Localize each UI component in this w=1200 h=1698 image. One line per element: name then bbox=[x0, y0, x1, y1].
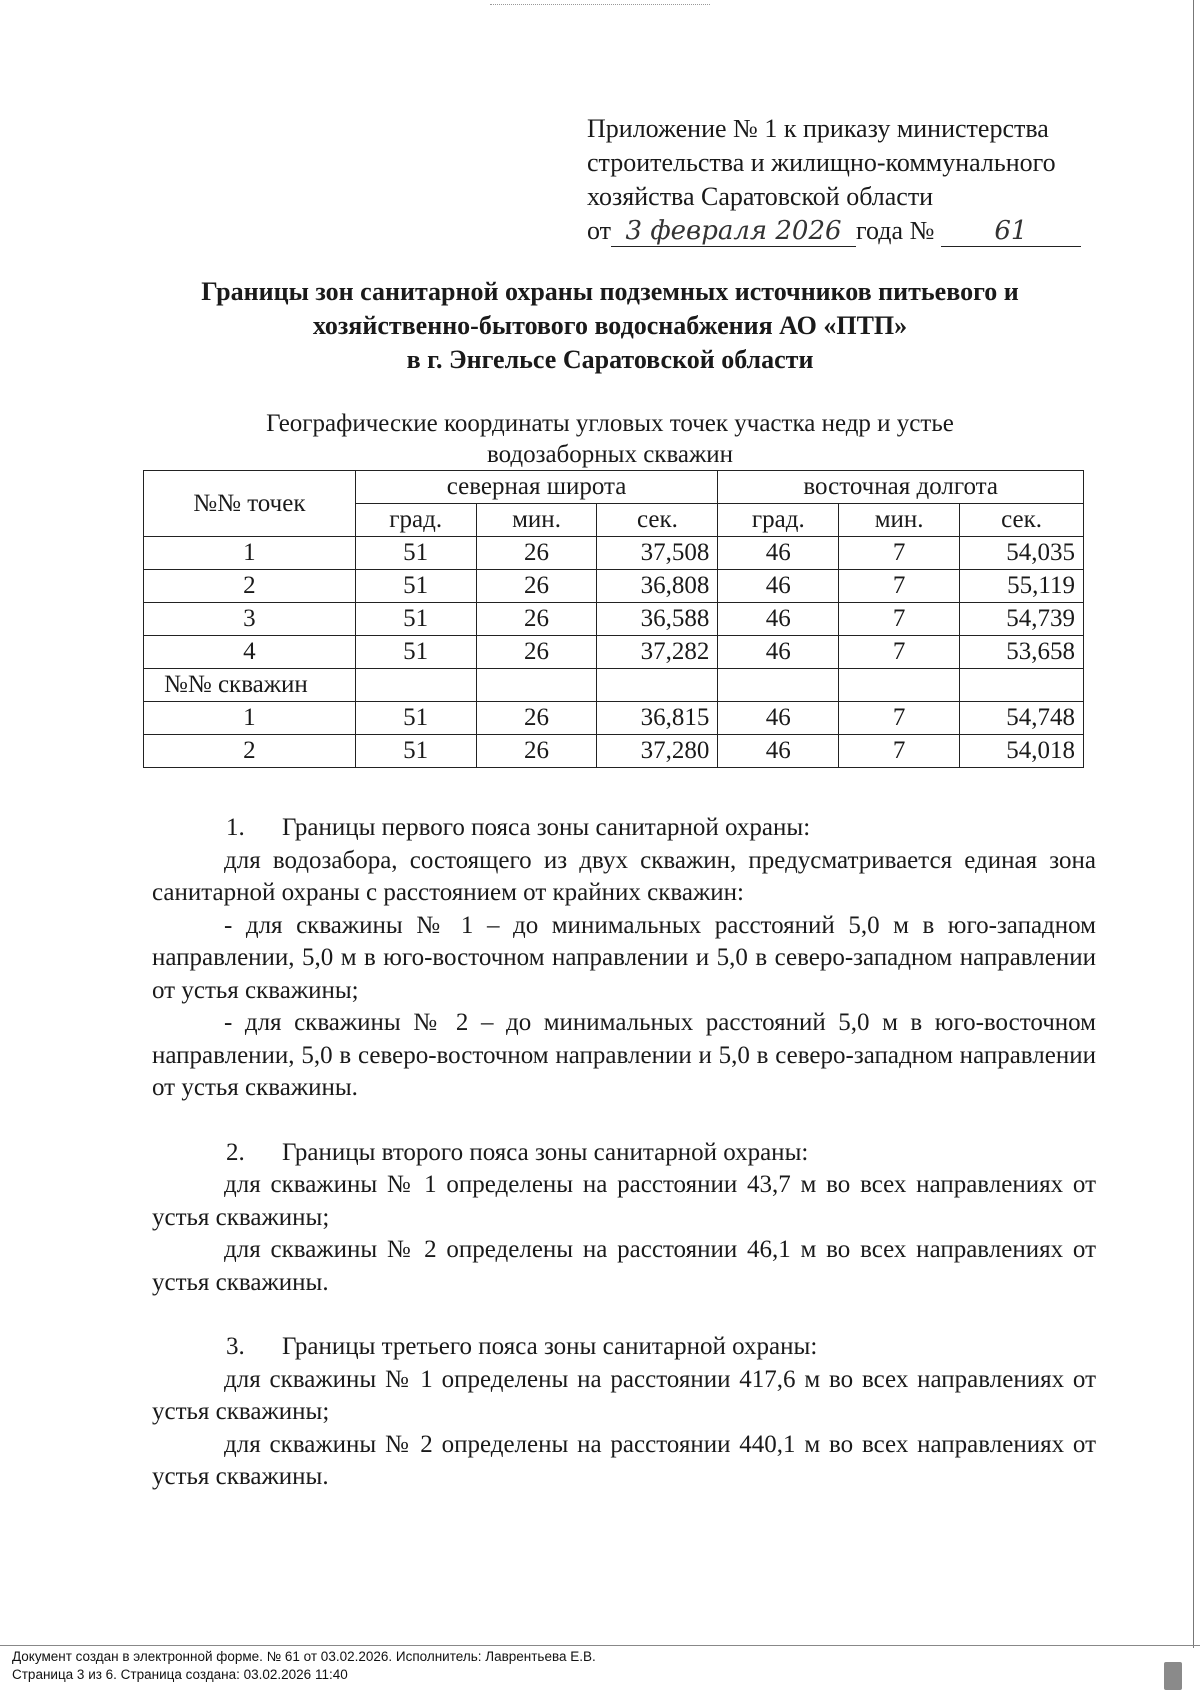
wells-label: №№ скважин bbox=[144, 669, 356, 702]
header-points: №№ точек bbox=[144, 471, 356, 537]
cell: 37,508 bbox=[597, 537, 718, 570]
section-number: 1. bbox=[226, 814, 245, 841]
section-number: 3. bbox=[226, 1333, 245, 1360]
handwritten-order-number: 61 bbox=[941, 216, 1081, 247]
header-line: Приложение № 1 к приказу министерства bbox=[587, 114, 1049, 143]
footer-line: Документ создан в электронной форме. № 61 от 03.02.2026. Исполнитель: Лаврентьева Е.В. bbox=[12, 1649, 596, 1664]
cell: 26 bbox=[476, 537, 597, 570]
table-row bbox=[144, 636, 1084, 669]
cell: 46 bbox=[718, 570, 839, 603]
cell: 54,739 bbox=[960, 603, 1084, 636]
order-date-row bbox=[587, 214, 1107, 248]
cell: 26 bbox=[476, 570, 597, 603]
paragraph: - для скважины № 1 – до минимальных расстояний 5,0 м в юго-западном направлении, 5,0 м в юго-восточном направлении и 5,0 в северо-западном направлении от устья скважины; bbox=[152, 911, 1096, 1004]
cell: 7 bbox=[839, 702, 960, 735]
appendix-header bbox=[587, 112, 1107, 248]
cell: 7 bbox=[839, 570, 960, 603]
subheader-sec: сек. bbox=[597, 504, 718, 537]
cell: 54,035 bbox=[960, 537, 1084, 570]
cell: 26 bbox=[476, 636, 597, 669]
header-line: хозяйства Саратовской области bbox=[587, 182, 934, 211]
section-title: Границы второго пояса зоны санитарной охраны: bbox=[282, 1138, 809, 1166]
header-latitude: северная широта bbox=[355, 471, 718, 504]
table-row bbox=[144, 702, 1084, 735]
paragraph: для скважины № 1 определены на расстоянии 43,7 м во всех направлениях от устья скважины; bbox=[152, 1171, 1096, 1231]
paragraph: для водозабора, состоящего из двух скважин, предусматривается единая зона санитарной охраны с расстоянием от крайних скважин: bbox=[152, 846, 1096, 906]
cell: 36,588 bbox=[597, 603, 718, 636]
cell: 46 bbox=[718, 735, 839, 768]
cell: 3 bbox=[144, 603, 356, 636]
cell: 26 bbox=[476, 702, 597, 735]
subheader-min: мин. bbox=[839, 504, 960, 537]
table-row bbox=[144, 570, 1084, 603]
section-title: Границы первого пояса зоны санитарной охраны: bbox=[282, 814, 811, 841]
cell: 55,119 bbox=[960, 570, 1084, 603]
subheader-deg: град. bbox=[718, 504, 839, 537]
cell: 53,658 bbox=[960, 636, 1084, 669]
cell: 51 bbox=[355, 735, 476, 768]
table-row bbox=[144, 735, 1084, 768]
cell: 37,280 bbox=[597, 735, 718, 768]
scan-artifact bbox=[490, 4, 710, 19]
cell: 2 bbox=[144, 570, 356, 603]
header-longitude: восточная долгота bbox=[718, 471, 1084, 504]
cell: 51 bbox=[355, 570, 476, 603]
table-row-wells-label bbox=[144, 669, 1084, 702]
section-heading bbox=[152, 1331, 1096, 1364]
paragraph: для скважины № 2 определены на расстоянии 440,1 м во всех направлениях от устья скважины. bbox=[152, 1430, 1096, 1490]
cell: 7 bbox=[839, 735, 960, 768]
section-heading bbox=[152, 812, 1096, 845]
subheader-deg: град. bbox=[355, 504, 476, 537]
cell: 36,808 bbox=[597, 570, 718, 603]
footer-line: Страница 3 из 6. Страница создана: 03.02.2026 11:40 bbox=[12, 1667, 348, 1682]
cell: 4 bbox=[144, 636, 356, 669]
handwritten-date: 3 февраля 2026 bbox=[611, 216, 856, 247]
paragraph: - для скважины № 2 – до минимальных расстояний 5,0 м в юго-восточном направлении, 5,0 в северо-восточном направлении и 5,0 в северо-западном направлении от устья скважины. bbox=[152, 1009, 1096, 1101]
coordinates-table bbox=[143, 470, 1084, 768]
cell: 1 bbox=[144, 702, 356, 735]
cell: 7 bbox=[839, 537, 960, 570]
cell: 51 bbox=[355, 603, 476, 636]
paragraph: для скважины № 1 определены на расстоянии 417,6 м во всех направлениях от устья скважины; bbox=[152, 1365, 1096, 1425]
table-caption: Географические координаты угловых точек участка недр и устье водозаборных скважин bbox=[266, 410, 954, 468]
table-row bbox=[144, 603, 1084, 636]
cell: 54,748 bbox=[960, 702, 1084, 735]
cell: 46 bbox=[718, 636, 839, 669]
header-line: строительства и жилищно-коммунального bbox=[587, 148, 1056, 177]
cell: 54,018 bbox=[960, 735, 1084, 768]
cell: 37,282 bbox=[597, 636, 718, 669]
year-label: года № bbox=[856, 216, 935, 245]
cell: 46 bbox=[718, 537, 839, 570]
cell: 51 bbox=[355, 537, 476, 570]
cell: 51 bbox=[355, 636, 476, 669]
cell: 46 bbox=[718, 702, 839, 735]
document-tool-icon[interactable] bbox=[1164, 1662, 1182, 1690]
title-line: Границы зон санитарной охраны подземных источников питьевого и bbox=[201, 277, 1019, 306]
cell: 51 bbox=[355, 702, 476, 735]
electronic-document-footer bbox=[12, 1648, 1112, 1684]
table-row bbox=[144, 537, 1084, 570]
subheader-sec: сек. bbox=[960, 504, 1084, 537]
cell: 1 bbox=[144, 537, 356, 570]
date-prefix: от bbox=[587, 216, 612, 245]
paragraph: для скважины № 2 определены на расстоянии 46,1 м во всех направлениях от устья скважины. bbox=[152, 1236, 1096, 1296]
title-line: хозяйственно-бытового водоснабжения АО «ПТП» bbox=[312, 311, 908, 340]
cell: 26 bbox=[476, 603, 597, 636]
cell: 46 bbox=[718, 603, 839, 636]
subheader-min: мин. bbox=[476, 504, 597, 537]
cell: 7 bbox=[839, 603, 960, 636]
title-line: в г. Энгельсе Саратовской области bbox=[406, 345, 814, 374]
document-title bbox=[140, 275, 1080, 377]
section-heading bbox=[152, 1137, 1096, 1170]
section-number: 2. bbox=[226, 1138, 245, 1166]
cell: 7 bbox=[839, 636, 960, 669]
section-title: Границы третьего пояса зоны санитарной охраны: bbox=[282, 1333, 818, 1360]
cell: 26 bbox=[476, 735, 597, 768]
page-edge bbox=[1193, 0, 1194, 1648]
document-body bbox=[152, 812, 1096, 1494]
footer-divider bbox=[0, 1645, 1200, 1646]
cell: 2 bbox=[144, 735, 356, 768]
cell: 36,815 bbox=[597, 702, 718, 735]
